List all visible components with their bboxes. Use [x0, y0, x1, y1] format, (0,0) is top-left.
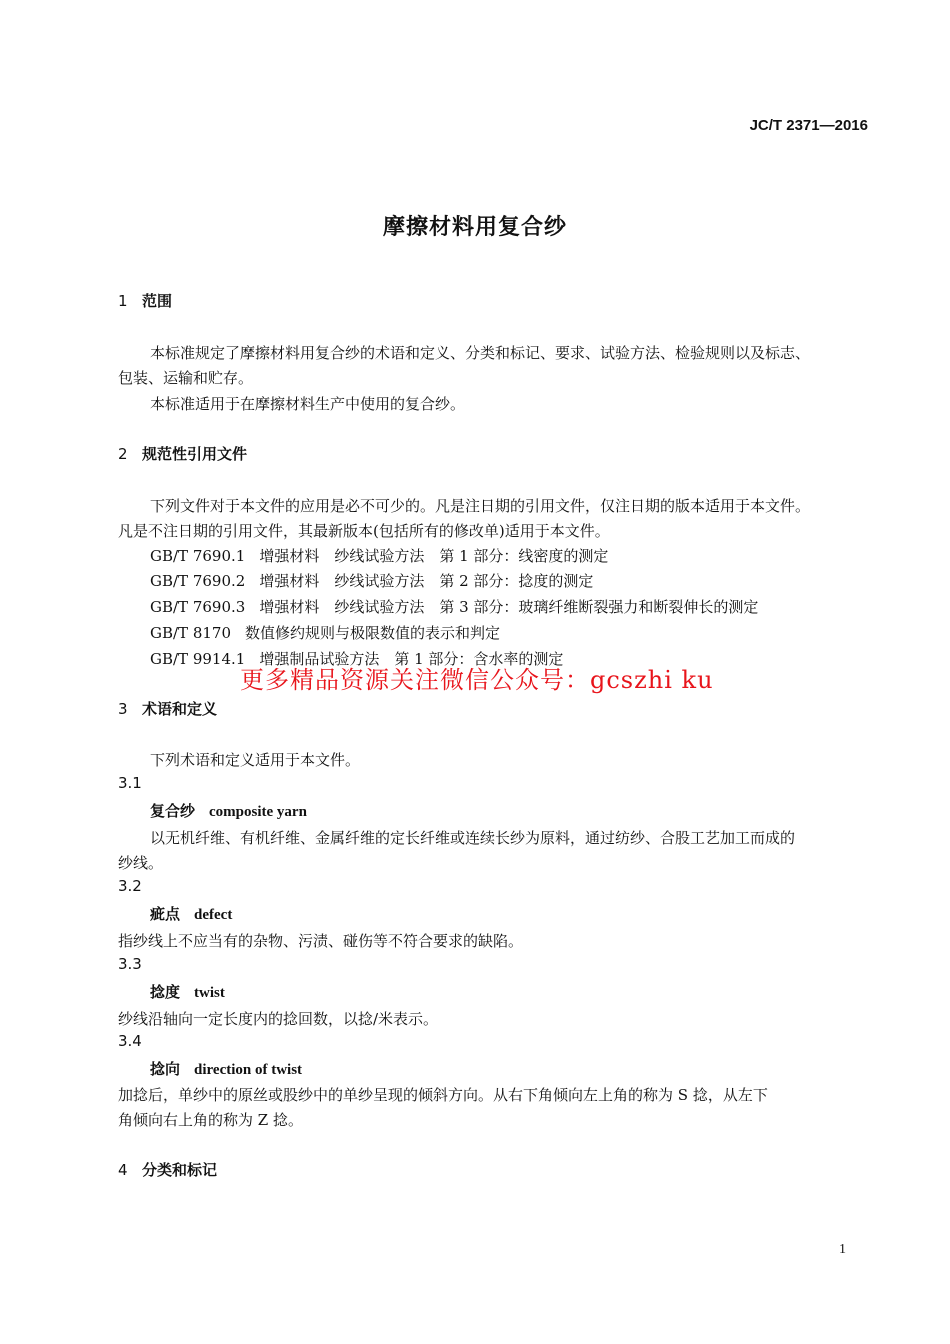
reference-item	[150, 544, 608, 569]
reference-code: GB/T 9914.1	[150, 650, 246, 668]
term-heading	[150, 981, 225, 1002]
term-chinese: 复合纱	[150, 802, 196, 820]
reference-title: 增强材料 纱线试验方法 第 1 部分：线密度的测定	[259, 547, 609, 565]
reference-item	[150, 569, 593, 594]
term-definition: 以无机纤维、有机纤维、金属纤维的定长纤维或连续长纱为原料，通过纺纱、合股工艺加工而成的	[150, 829, 796, 847]
clause-number: 3.2	[118, 877, 142, 895]
page-number: 1	[839, 1242, 846, 1257]
section-4-heading	[118, 1159, 217, 1180]
section-3-heading	[118, 698, 217, 719]
document-title: 摩擦材料用复合纱	[382, 215, 567, 240]
reference-code: GB/T 7690.2	[150, 572, 246, 590]
watermark-text: 更多精品资源关注微信公众号：gcszhi ku	[240, 666, 714, 694]
section-title: 规范性引用文件	[142, 445, 248, 463]
section-title: 术语和定义	[142, 700, 218, 718]
reference-code: GB/T 7690.1	[150, 547, 246, 565]
normative-intro-cont: 凡是不注日期的引用文件，其最新版本(包括所有的修改单)适用于本文件。	[118, 522, 610, 540]
term-chinese: 捻向	[150, 1060, 181, 1078]
scope-paragraph-1: 本标准规定了摩擦材料用复合纱的术语和定义、分类和标记、要求、试验方法、检验规则以及标志、	[150, 344, 811, 362]
term-chinese: 疵点	[150, 905, 181, 923]
section-number: 2	[118, 445, 128, 463]
scope-paragraph-2: 本标准适用于在摩擦材料生产中使用的复合纱。	[150, 395, 466, 413]
term-definition: 纱线沿轴向一定长度内的捻回数，以捻/米表示。	[118, 1010, 439, 1028]
term-heading	[150, 800, 307, 821]
terms-intro: 下列术语和定义适用于本文件。	[150, 751, 361, 769]
section-title: 范围	[142, 292, 173, 310]
reference-item	[150, 595, 758, 620]
reference-item	[150, 621, 500, 646]
term-heading	[150, 1058, 302, 1079]
term-english: composite yarn	[209, 804, 307, 820]
term-english: direction of twist	[194, 1062, 303, 1078]
reference-code: GB/T 8170	[150, 624, 232, 642]
term-definition: 指纱线上不应当有的杂物、污渍、碰伤等不符合要求的缺陷。	[118, 932, 524, 950]
clause-number: 3.3	[118, 955, 142, 973]
scope-paragraph-1-cont: 包装、运输和贮存。	[118, 369, 254, 387]
term-chinese: 捻度	[150, 983, 181, 1001]
normative-intro: 下列文件对于本文件的应用是必不可少的。凡是注日期的引用文件，仅注日期的版本适用于本文件。	[150, 497, 811, 515]
standard-code: JC/T 2371—2016	[749, 117, 868, 134]
term-english: defect	[194, 907, 233, 923]
clause-number: 3.1	[118, 774, 142, 792]
section-1-heading	[118, 290, 172, 311]
section-number: 1	[118, 292, 128, 310]
section-number: 3	[118, 700, 128, 718]
term-definition: 加捻后，单纱中的原丝或股纱中的单纱呈现的倾斜方向。从右下角倾向左上角的称为 S 捻，从左下	[118, 1086, 768, 1104]
term-english: twist	[194, 985, 225, 1001]
reference-code: GB/T 7690.3	[150, 598, 246, 616]
reference-title: 数值修约规则与极限数值的表示和判定	[245, 624, 501, 642]
reference-title: 增强材料 纱线试验方法 第 3 部分：玻璃纤维断裂强力和断裂伸长的测定	[259, 598, 759, 616]
term-heading	[150, 903, 232, 924]
reference-title: 增强材料 纱线试验方法 第 2 部分：捻度的测定	[259, 572, 594, 590]
term-definition-cont: 角倾向右上角的称为 Z 捻。	[118, 1111, 303, 1129]
clause-number: 3.4	[118, 1032, 142, 1050]
reference-title: 增强制品试验方法 第 1 部分：含水率的测定	[259, 650, 564, 668]
section-number: 4	[118, 1161, 128, 1179]
section-title: 分类和标记	[142, 1161, 218, 1179]
section-2-heading	[118, 443, 247, 464]
term-definition-cont: 纱线。	[118, 854, 164, 872]
